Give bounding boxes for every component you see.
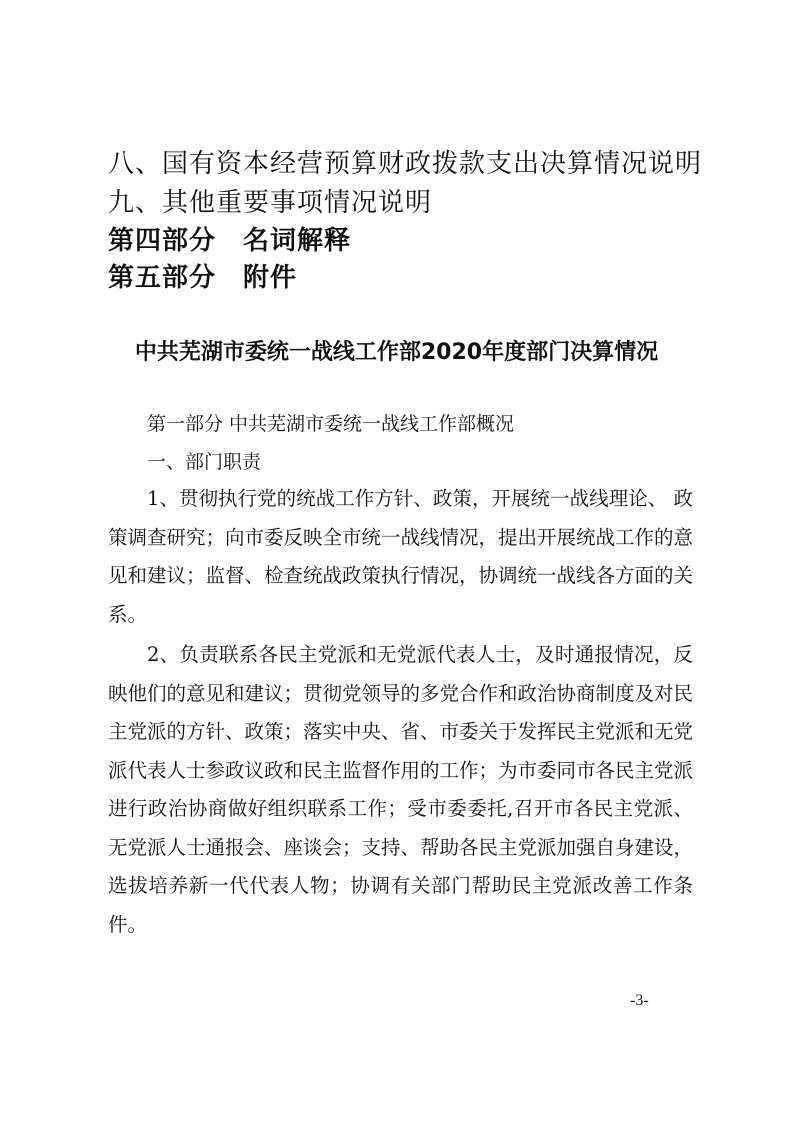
paragraph-duty-2: 2、负责联系各民主党派和无党派代表人士，及时通报情况，反映他们的意见和建议；贯彻党领导的多党合作和政治协商制度及对民主党派的方针、政策；落实中央、省、市委关于发挥民主党派和无党派代表人士参政议政和民主监督作用的工作；为市委同市各民主党派进行政治协商做好组织联系工作；受市委委托,召开市各民主党派、无党派人士通报会、座谈会；支持、帮助各民主党派加强自身建设，选拔培养新一代代表人物；协调有关部门帮助民主党派改善工作条件。 (108, 643, 694, 936)
toc-part-5: 第五部分 附件 (108, 263, 298, 293)
toc-item-9: 九、其他重要事项情况说明 (108, 188, 433, 218)
part-1-heading: 第一部分 中共芜湖市委统一战线工作部概况 (147, 413, 515, 435)
section-1-heading: 一、部门职责 (147, 451, 262, 473)
page-number: -3- (630, 992, 649, 1009)
toc-part-4: 第四部分 名词解释 (108, 226, 352, 256)
paragraph-duty-1: 1、贯彻执行党的统战工作方针、政策，开展统一战线理论、 政策调查研究；向市委反映全市统一战线情况，提出开展统战工作的意见和建议；监督、检查统战政策执行情况，协调统一战线各方面的关系。 (108, 487, 694, 626)
toc-item-8: 八、国有资本经营预算财政拨款支出决算情况说明 (108, 149, 703, 179)
document-title: 中共芜湖市委统一战线工作部2020年度部门决算情况 (134, 340, 659, 365)
